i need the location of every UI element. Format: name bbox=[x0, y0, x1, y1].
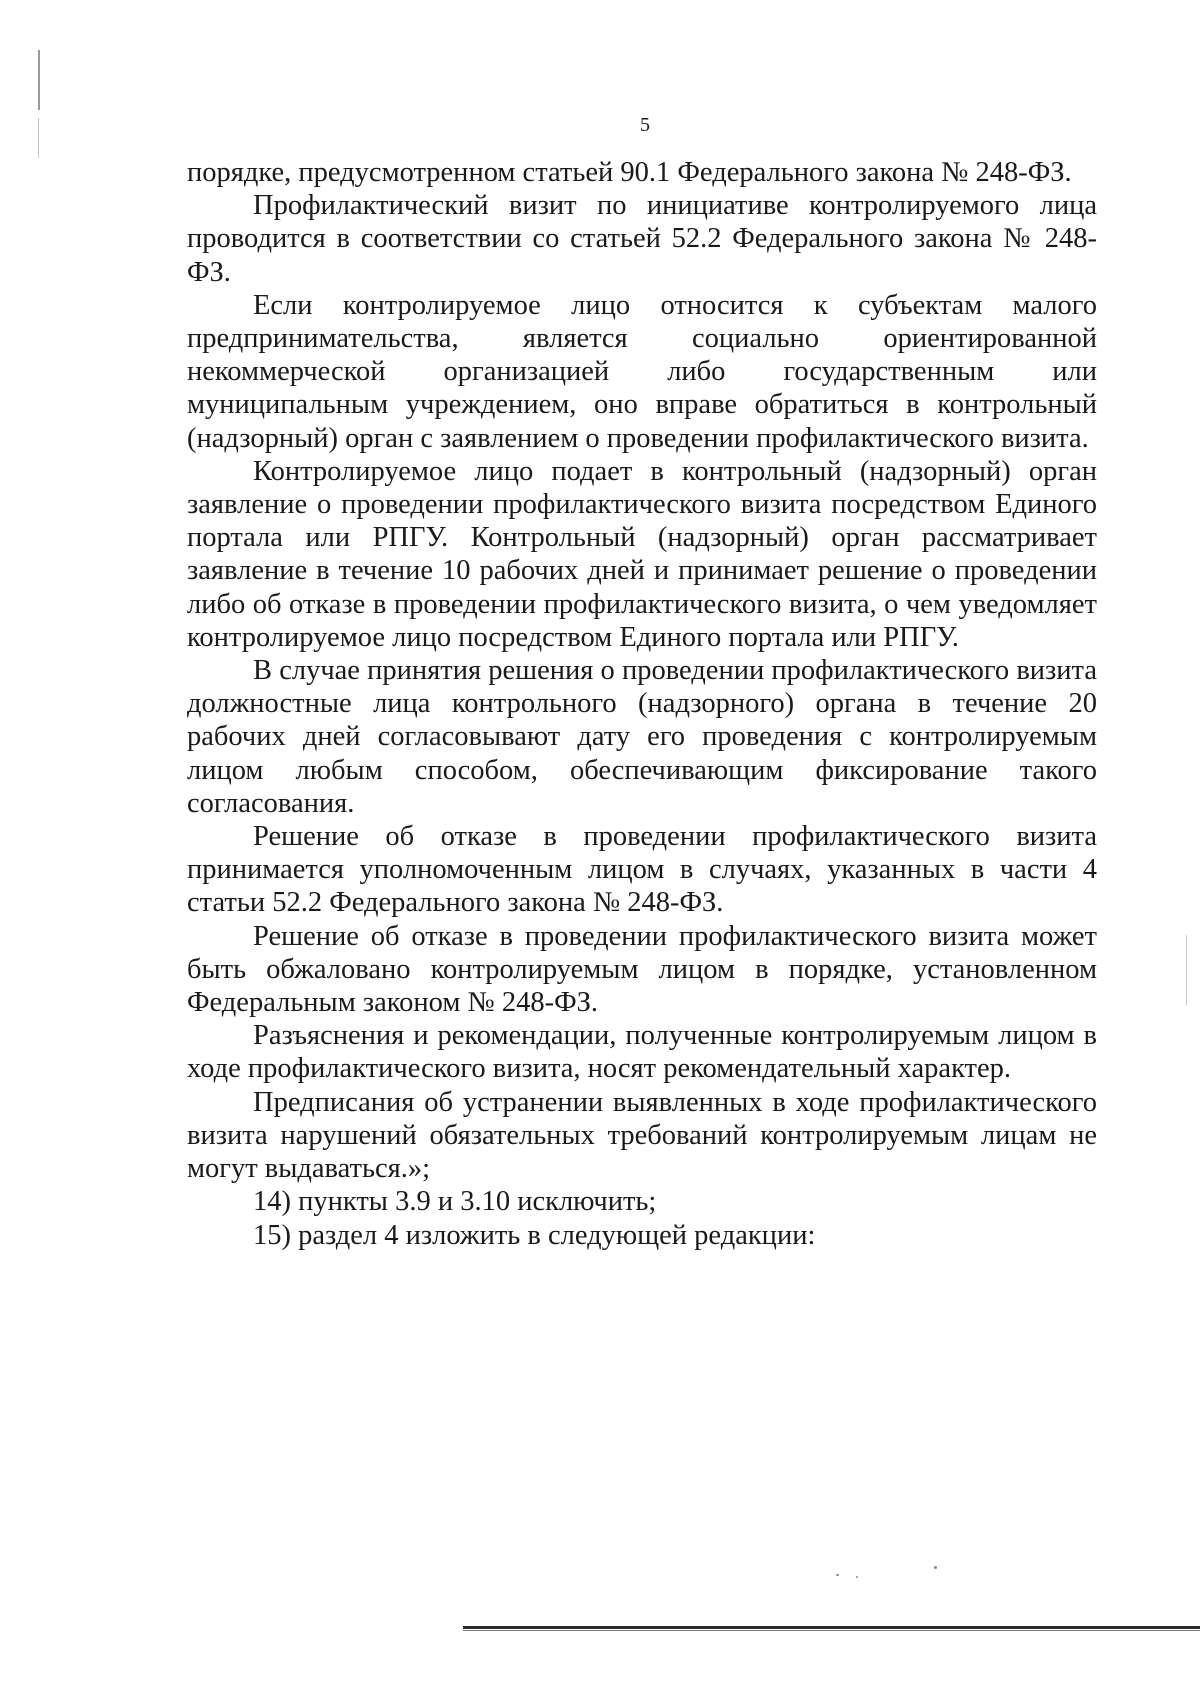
paragraph: В случае принятия решения о проведении профилактического визита должностные лица контрольного (надзорного) органа в течение 20 рабочих дней согласовывают дату его проведения с контролируемым лицом любым способом, обеспечивающим фиксирование такого согласования. bbox=[187, 655, 1097, 819]
paragraph: Профилактический визит по инициативе контролируемого лица проводится в соответствии со статьей 52.2 Федерального закона № 248-ФЗ. bbox=[187, 190, 1097, 288]
scan-edge-mark bbox=[1186, 935, 1187, 1005]
scan-speck bbox=[836, 1574, 839, 1576]
footer-rule bbox=[463, 1626, 1200, 1629]
paragraph: порядке, предусмотренном статьей 90.1 Федерального закона № 248-ФЗ. bbox=[187, 157, 1072, 188]
scan-speck bbox=[934, 1566, 937, 1569]
list-item: 14) пункты 3.9 и 3.10 исключить; bbox=[253, 1186, 657, 1218]
list-item: 15) раздел 4 изложить в следующей редакции: bbox=[253, 1219, 816, 1251]
footer-rule-shadow bbox=[463, 1630, 1200, 1631]
paragraph: Предписания об устранении выявленных в ходе профилактического визита нарушений обязательных требований контролируемым лицам не могут выдаваться.»; bbox=[187, 1086, 1097, 1185]
paragraph: Разъяснения и рекомендации, полученные контролируемым лицом в ходе профилактического визита, носят рекомендательный характер. bbox=[187, 1020, 1097, 1085]
paragraph: Контролируемое лицо подает в контрольный (надзорный) орган заявление о проведении профилактического визита посредством Единого портала или РПГУ. Контрольный (надзорный) орган рассматривает заявление в течение 10 рабочих дней и принимает решение о проведении либо об отказе в проведении профилактического визита, о чем уведомляет контролируемое лицо посредством Единого портала или РПГУ. bbox=[187, 455, 1097, 653]
page-number: 5 bbox=[640, 114, 650, 136]
paragraph: Если контролируемое лицо относится к субъектам малого предпринимательства, является социально ориентированной некоммерческой организацией либо государственным или муниципальным учреждением, оно вправе обратиться в контрольный (надзорный) орган с заявлением о проведении профилактического визита. bbox=[187, 289, 1097, 454]
paragraph: Решение об отказе в проведении профилактического визита принимается уполномоченным лицом в случаях, указанных в части 4 статьи 52.2 Федерального закона № 248-ФЗ. bbox=[187, 821, 1097, 919]
scan-edge-mark bbox=[38, 50, 40, 110]
scan-speck bbox=[856, 1576, 858, 1578]
document-body bbox=[187, 156, 1097, 1252]
paragraph: Решение об отказе в проведении профилактического визита может быть обжаловано контролируемым лицом в порядке, установленном Федеральным законом № 248-ФЗ. bbox=[187, 920, 1097, 1019]
